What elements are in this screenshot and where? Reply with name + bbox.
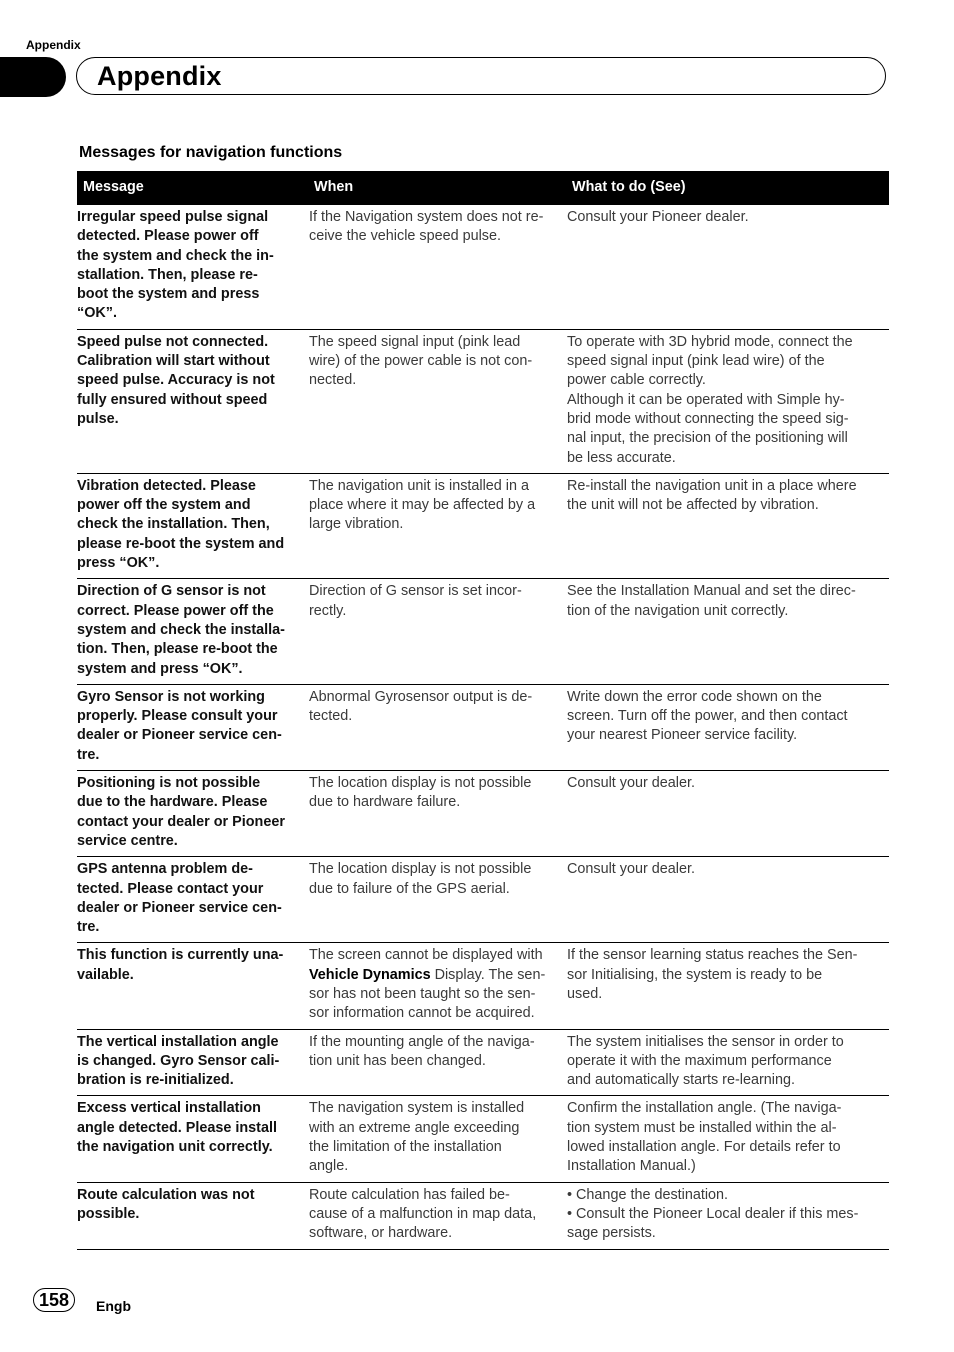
when-cell — [308, 473, 566, 578]
message-cell-line: check the installation. Then, — [77, 516, 270, 533]
message-cell — [77, 329, 308, 473]
what-to-do-cell — [566, 771, 889, 857]
message-cell-line: bration is re-initialized. — [77, 1072, 234, 1089]
message-cell-line: tion. Then, please re-boot the — [77, 641, 278, 658]
when-cell-line: If the mounting angle of the naviga- — [309, 1033, 535, 1050]
when-cell-line: Route calculation has failed be- — [309, 1186, 510, 1203]
message-cell-line: service centre. — [77, 832, 178, 849]
message-cell — [77, 473, 308, 578]
what-to-do-cell-line: tion of the navigation unit correctly. — [567, 602, 789, 619]
message-cell-line: Route calculation was not — [77, 1186, 255, 1203]
what-to-do-cell-line: be less accurate. — [567, 449, 676, 466]
when-cell — [308, 579, 566, 684]
message-cell — [77, 1182, 308, 1249]
message-cell-line: please re-boot the system and — [77, 535, 285, 552]
what-to-do-cell-line: nal input, the precision of the positioning will — [567, 430, 848, 447]
when-cell-line: The navigation unit is installed in a — [309, 477, 529, 494]
message-cell-line: properly. Please consult your — [77, 708, 278, 725]
when-cell-line: software, or hardware. — [309, 1225, 453, 1242]
what-to-do-cell-line: To operate with 3D hybrid mode, connect the — [567, 333, 853, 350]
what-to-do-cell-line: sor Initialising, the system is ready to be — [567, 966, 823, 983]
table-row — [77, 684, 889, 770]
when-cell-line: sor information cannot be acquired. — [309, 1005, 535, 1022]
what-to-do-cell-line: speed signal input (pink lead wire) of the — [567, 353, 825, 370]
message-cell-line: stallation. Then, please re- — [77, 266, 258, 283]
what-to-do-cell — [566, 205, 889, 329]
when-cell-line: Abnormal Gyrosensor output is de- — [309, 688, 533, 705]
message-cell-line: tre. — [77, 919, 100, 936]
table-header — [77, 171, 889, 205]
message-cell-line: This function is currently una- — [77, 947, 284, 964]
message-cell-line: possible. — [77, 1205, 140, 1222]
what-to-do-cell-line: Re-install the navigation unit in a place where — [567, 477, 857, 494]
when-cell-line — [309, 966, 564, 985]
message-cell-line: Speed pulse not connected. — [77, 333, 269, 350]
when-cell-line: sor has not been taught so the sen- — [309, 985, 536, 1002]
when-cell — [308, 205, 566, 329]
message-cell-line: is changed. Gyro Sensor cali- — [77, 1052, 280, 1069]
when-cell-line: ceive the vehicle speed pulse. — [309, 228, 501, 245]
message-cell-line: system and check the installa- — [77, 621, 285, 638]
message-cell-line: Direction of G sensor is not — [77, 583, 266, 600]
message-cell — [77, 943, 308, 1029]
section-heading: Messages for navigation functions — [79, 144, 343, 161]
when-cell — [308, 943, 566, 1029]
table-row — [77, 943, 889, 1029]
what-to-do-cell — [566, 943, 889, 1029]
page-title: Appendix — [97, 61, 222, 91]
when-cell-line: The location display is not possible — [309, 861, 532, 878]
what-to-do-cell-line: screen. Turn off the power, and then contact — [567, 708, 848, 725]
table-row — [77, 473, 889, 578]
column-header-what-to-do: What to do (See) — [566, 171, 889, 205]
what-to-do-cell — [566, 1182, 889, 1249]
what-to-do-cell-line: and automatically starts re-learning. — [567, 1072, 795, 1089]
message-cell — [77, 857, 308, 943]
message-cell-line: The vertical installation angle — [77, 1033, 279, 1050]
when-cell-line: angle. — [309, 1158, 349, 1175]
when-cell — [308, 1029, 566, 1096]
when-cell — [308, 684, 566, 770]
message-cell-line: tre. — [77, 746, 100, 763]
message-cell-line: press “OK”. — [77, 555, 160, 572]
when-cell-line: The speed signal input (pink lead — [309, 333, 521, 350]
what-to-do-cell — [566, 329, 889, 473]
message-cell-line: angle detected. Please install — [77, 1119, 277, 1136]
message-cell — [77, 684, 308, 770]
when-cell-line: Direction of G sensor is set incor- — [309, 583, 522, 600]
when-cell-line: The location display is not possible — [309, 775, 532, 792]
message-cell-line: detected. Please power off — [77, 228, 259, 245]
message-cell-line: speed pulse. Accuracy is not — [77, 372, 275, 389]
table-row — [77, 771, 889, 857]
message-cell-line: system and press “OK”. — [77, 660, 243, 677]
message-cell-line: correct. Please power off the — [77, 602, 274, 619]
message-cell-line: Excess vertical installation — [77, 1100, 261, 1117]
message-cell-line: contact your dealer or Pioneer — [77, 813, 285, 830]
what-to-do-cell-line: Consult your dealer. — [567, 861, 695, 878]
table-row — [77, 579, 889, 684]
message-cell-line: fully ensured without speed — [77, 391, 268, 408]
what-to-do-cell-line: sage persists. — [567, 1225, 656, 1242]
message-cell-line: Irregular speed pulse signal — [77, 209, 269, 225]
message-cell-line: Gyro Sensor is not working — [77, 688, 265, 705]
what-to-do-cell-line: Although it can be operated with Simple hy- — [567, 391, 845, 408]
ui-term: Vehicle Dynamics — [309, 966, 431, 983]
message-cell-line: GPS antenna problem de- — [77, 861, 253, 878]
when-cell — [308, 1096, 566, 1182]
message-cell — [77, 579, 308, 684]
what-to-do-cell — [566, 473, 889, 578]
message-cell-line: boot the system and press — [77, 286, 260, 303]
message-cell-line: tected. Please contact your — [77, 880, 264, 897]
section-tab-marker — [0, 57, 66, 97]
table-row — [77, 1096, 889, 1182]
table-row — [77, 857, 889, 943]
when-cell-line: rectly. — [309, 602, 347, 619]
what-to-do-cell-line: tion system must be installed within the al- — [567, 1119, 837, 1136]
message-cell-line: “OK”. — [77, 305, 117, 322]
when-cell-line: If the Navigation system does not re- — [309, 209, 544, 225]
when-cell-line: cause of a malfunction in map data, — [309, 1205, 537, 1222]
message-cell-line: the navigation unit correctly. — [77, 1139, 273, 1156]
when-cell — [308, 771, 566, 857]
when-cell-line: The navigation system is installed — [309, 1100, 525, 1117]
what-to-do-cell-line: the unit will not be affected by vibration. — [567, 497, 819, 514]
message-cell-line: due to the hardware. Please — [77, 794, 268, 811]
what-to-do-cell-line: your nearest Pioneer service facility. — [567, 727, 798, 744]
when-cell-line: tion unit has been changed. — [309, 1052, 486, 1069]
message-cell-line: dealer or Pioneer service cen- — [77, 899, 282, 916]
what-to-do-cell — [566, 684, 889, 770]
message-cell-line: pulse. — [77, 410, 119, 427]
table-row — [77, 1182, 889, 1249]
what-to-do-cell-line: The system initialises the sensor in order to — [567, 1033, 844, 1050]
message-cell-line: Positioning is not possible — [77, 775, 261, 792]
when-cell-line: place where it may be affected by a — [309, 497, 536, 514]
what-to-do-cell — [566, 1096, 889, 1182]
table-body — [77, 205, 889, 1249]
what-to-do-cell-line: • Consult the Pioneer Local dealer if this mes- — [567, 1205, 859, 1222]
message-cell — [77, 205, 308, 329]
column-header-message: Message — [77, 171, 308, 205]
when-cell-line: tected. — [309, 708, 353, 725]
message-cell-line: the system and check the in- — [77, 247, 274, 264]
what-to-do-cell-line: used. — [567, 985, 603, 1002]
table-row — [77, 205, 889, 329]
when-cell-text: Display. The sen- — [430, 966, 546, 983]
when-cell-line: with an extreme angle exceeding — [309, 1119, 520, 1136]
table-row — [77, 329, 889, 473]
running-head: Appendix — [26, 38, 81, 52]
when-cell-line: nected. — [309, 372, 357, 389]
messages-table — [77, 171, 889, 1250]
what-to-do-cell — [566, 1029, 889, 1096]
what-to-do-cell-line: Confirm the installation angle. (The naviga- — [567, 1100, 842, 1117]
when-cell-line: due to hardware failure. — [309, 794, 461, 811]
what-to-do-cell-line: power cable correctly. — [567, 372, 706, 389]
what-to-do-cell-line: brid mode without connecting the speed sig- — [567, 410, 849, 427]
when-cell-line: wire) of the power cable is not con- — [309, 353, 533, 370]
message-cell — [77, 1096, 308, 1182]
when-cell — [308, 857, 566, 943]
what-to-do-cell-line: See the Installation Manual and set the direc- — [567, 583, 856, 600]
what-to-do-cell — [566, 857, 889, 943]
message-cell-line: Vibration detected. Please — [77, 477, 256, 494]
message-cell-line: Calibration will start without — [77, 353, 270, 370]
when-cell — [308, 329, 566, 473]
message-cell-line: vailable. — [77, 966, 134, 983]
message-cell-line: dealer or Pioneer service cen- — [77, 727, 282, 744]
what-to-do-cell-line: Consult your dealer. — [567, 775, 695, 792]
column-header-when: When — [308, 171, 566, 205]
when-cell — [308, 1182, 566, 1249]
what-to-do-cell-line: • Change the destination. — [567, 1186, 729, 1203]
when-cell-line: The screen cannot be displayed with — [309, 947, 543, 964]
message-cell-line: power off the system and — [77, 497, 251, 514]
what-to-do-cell — [566, 579, 889, 684]
when-cell-line: the limitation of the installation — [309, 1139, 502, 1156]
when-cell-line: large vibration. — [309, 516, 404, 533]
when-cell-line: due to failure of the GPS aerial. — [309, 880, 510, 897]
what-to-do-cell-line: Write down the error code shown on the — [567, 688, 822, 705]
language-code: Engb — [96, 1298, 131, 1314]
table-row — [77, 1029, 889, 1096]
page-number: 158 — [33, 1288, 75, 1312]
what-to-do-cell-line: operate it with the maximum performance — [567, 1052, 832, 1069]
what-to-do-cell-line: If the sensor learning status reaches the Sen- — [567, 947, 858, 964]
message-cell — [77, 1029, 308, 1096]
what-to-do-cell-line: lowed installation angle. For details refer to — [567, 1139, 841, 1156]
message-cell — [77, 771, 308, 857]
what-to-do-cell-line: Installation Manual.) — [567, 1158, 696, 1175]
what-to-do-cell-line: Consult your Pioneer dealer. — [567, 209, 749, 225]
